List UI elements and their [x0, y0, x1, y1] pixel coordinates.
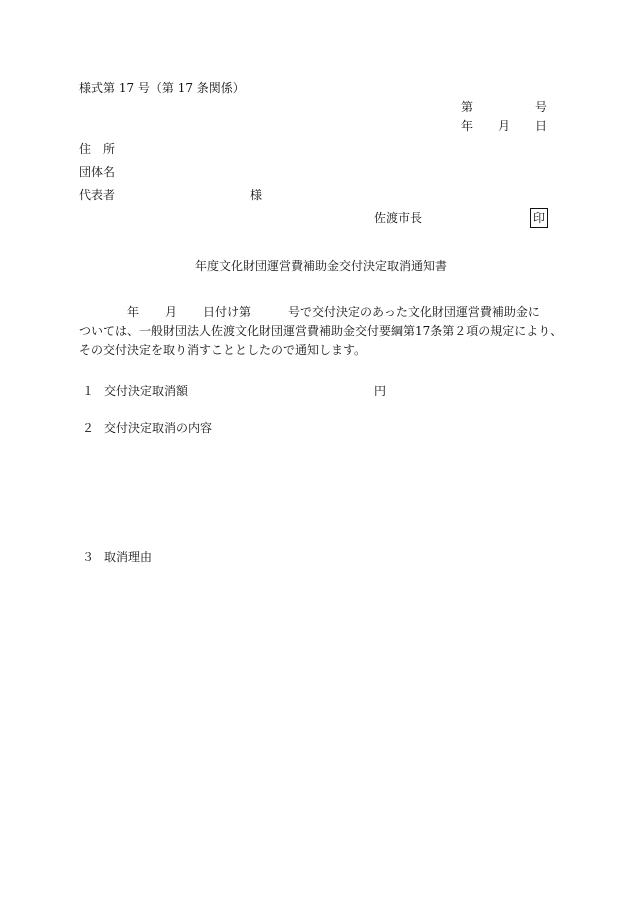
document-title: 年度文化財団運営費補助金交付決定取消通知書: [195, 259, 448, 273]
notice-number-suffix: 号: [535, 100, 548, 114]
honorific: 様: [250, 188, 263, 202]
item-2-number: ２: [82, 421, 95, 435]
notice-number-prefix: 第: [461, 100, 474, 114]
date-month: 月: [498, 119, 511, 133]
item-3-label: 取消理由: [104, 550, 153, 564]
address-label: 住 所: [79, 142, 116, 156]
seal-stamp: 印: [530, 208, 548, 228]
group-name-label: 団体名: [79, 165, 116, 179]
body-line-3: その交付決定を取り消すこととしたので通知します。: [79, 343, 367, 357]
item-1-label: 交付決定取消額: [104, 384, 189, 398]
body-month: 月: [165, 305, 178, 319]
body-line-2: ついては、一般財団法人佐渡文化財団運営費補助金交付要綱第17条第２項の規定により、: [79, 324, 563, 338]
item-1-number: １: [82, 384, 95, 398]
body-dated-number: 日付け第: [203, 305, 252, 319]
issuer-mayor: 佐渡市長: [374, 211, 423, 225]
form-number: 様式第 17 号（第 17 条関係）: [79, 81, 245, 95]
representative-label: 代表者: [79, 188, 116, 202]
body-line-1: 号で交付決定のあった文化財団運営費補助金に: [288, 305, 540, 319]
item-1-unit: 円: [374, 384, 387, 398]
item-2-label: 交付決定取消の内容: [104, 421, 213, 435]
body-year: 年: [127, 305, 140, 319]
date-year: 年: [461, 119, 474, 133]
date-day: 日: [535, 119, 548, 133]
item-3-number: ３: [82, 550, 95, 564]
